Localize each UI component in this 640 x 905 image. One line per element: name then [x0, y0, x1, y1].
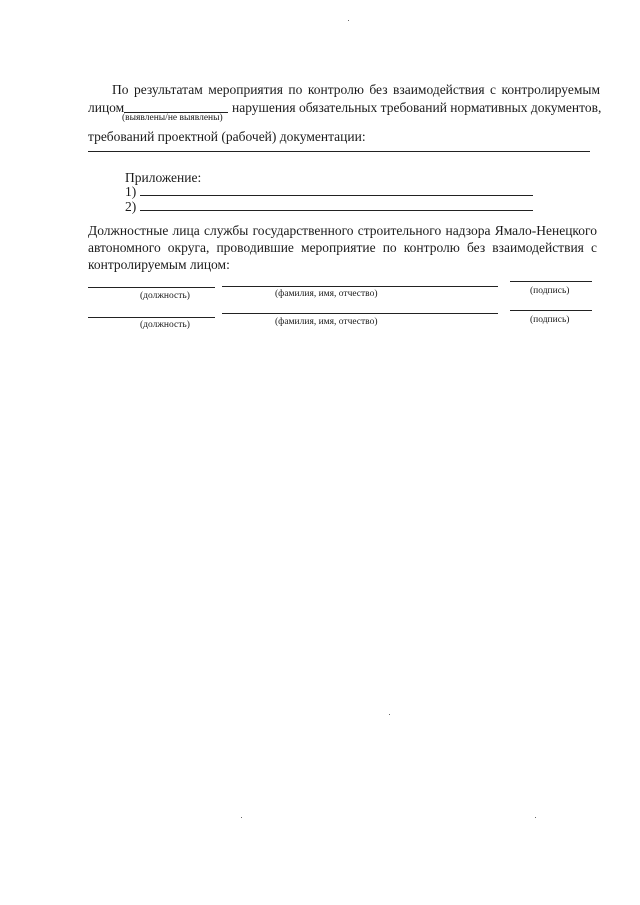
appendix-item-2-blank: [140, 210, 533, 211]
appendix-title: Приложение:: [125, 170, 202, 185]
results-line-2-suffix: нарушения обязательных требований нормативных документов,: [232, 100, 602, 115]
signature-2-sign-line: [510, 310, 592, 311]
scan-speck: [389, 714, 390, 715]
signature-1-name-line: [222, 286, 498, 287]
signature-1-name-label: (фамилия, имя, отчество): [275, 289, 378, 299]
officials-line-1: Должностные лица службы государственного строительного надзора Ямало-Ненецкого: [88, 223, 597, 238]
officials-line-3: контролируемым лицом:: [88, 257, 230, 272]
signature-2-position-line: [88, 317, 215, 318]
signature-1-sign-line: [510, 281, 592, 282]
signature-2-sign-label: (подпись): [530, 315, 570, 325]
signature-2-position-label: (должность): [140, 320, 190, 330]
scan-speck: [535, 817, 536, 818]
officials-line-2: автономного округа, проводившие мероприятие по контролю без взаимодействия с: [88, 240, 597, 255]
signature-2-name-line: [222, 313, 498, 314]
documentation-blank: [88, 151, 590, 152]
appendix-item-1-blank: [140, 195, 533, 196]
signature-2-name-label: (фамилия, имя, отчество): [275, 317, 378, 327]
scan-speck: [241, 817, 242, 818]
results-line-2-prefix: лицом: [88, 100, 125, 115]
appendix-item-1-label: 1): [125, 184, 137, 199]
signature-1-position-label: (должность): [140, 291, 190, 301]
signature-1-sign-label: (подпись): [530, 286, 570, 296]
signature-1-position-line: [88, 287, 215, 288]
violations-hint: (выявлены/не выявлены): [122, 113, 223, 123]
appendix-item-2-label: 2): [125, 199, 137, 214]
scan-speck: [348, 20, 349, 21]
results-line-3: требований проектной (рабочей) документации:: [88, 129, 366, 144]
results-line-1: По результатам мероприятия по контролю без взаимодействия с контролируемым: [112, 82, 600, 97]
